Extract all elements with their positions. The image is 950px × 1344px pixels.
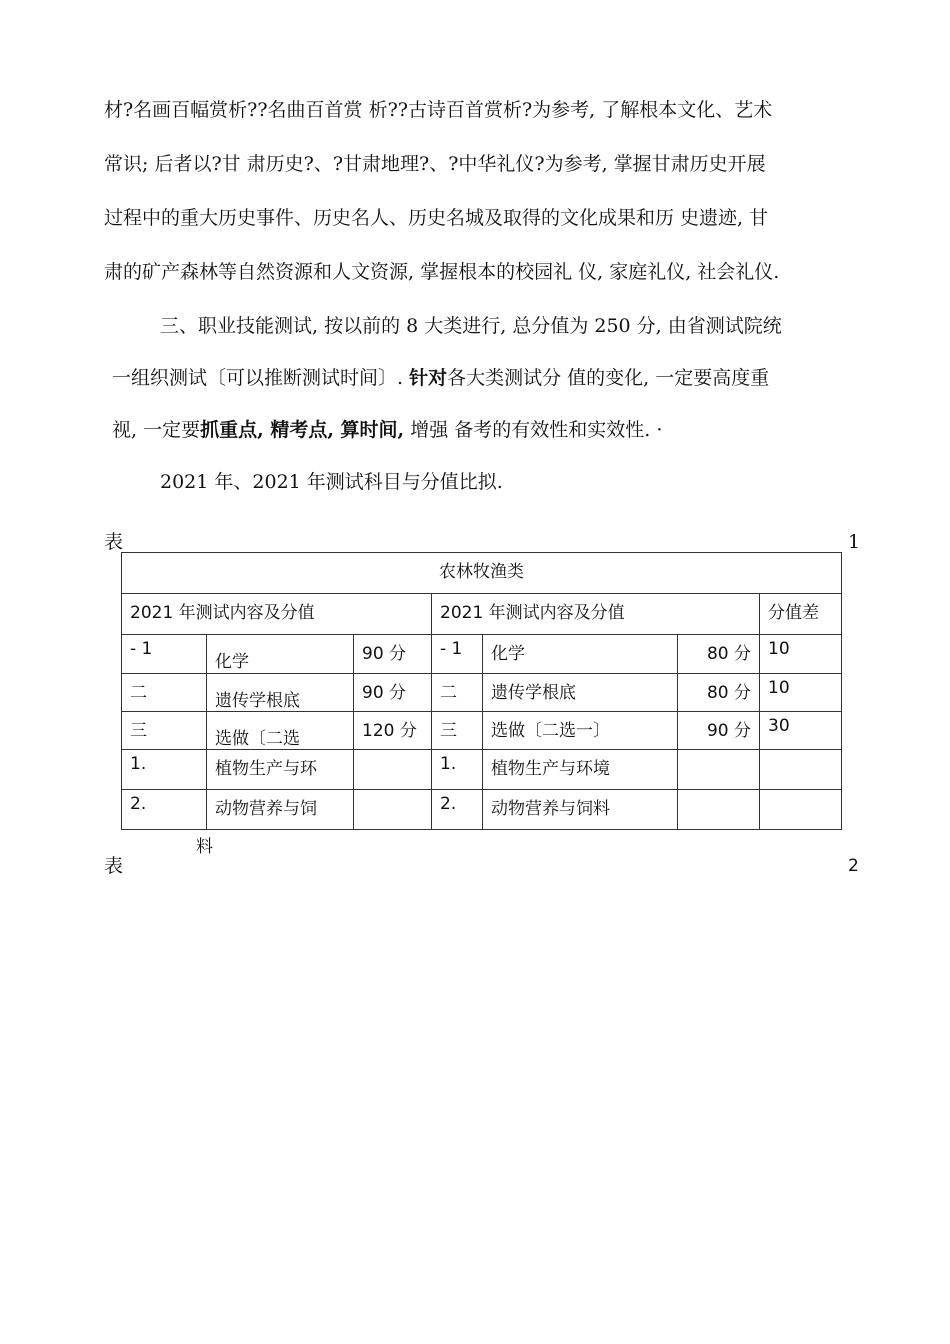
cell: 90 分	[354, 674, 432, 712]
bold-text-run: 抓重点, 精考点, 算时间,	[200, 419, 405, 441]
table-title: 农林牧渔类	[122, 553, 842, 594]
cell	[760, 750, 842, 790]
table-row	[122, 750, 842, 790]
cell: 三	[122, 712, 207, 750]
text-run: 增强 备考的有效性和实效性. ·	[404, 419, 663, 441]
cell: 90 分	[678, 712, 760, 750]
paragraph-line: 肃的矿产森林等自然资源和人文资源, 掌握根本的校园礼 仪, 家庭礼仪, 社会礼仪.	[104, 261, 780, 283]
paragraph-line: 常识; 后者以?甘 肃历史?、?甘肃地理?、?中华礼仪?为参考, 掌握甘肃历史开展	[104, 153, 766, 175]
cell: 选做〔二选一〕	[483, 712, 678, 750]
cell: 1.	[122, 750, 207, 790]
cell: 90 分	[354, 635, 432, 674]
cell: 二	[122, 674, 207, 712]
table-caption-number: 1	[848, 531, 861, 553]
cell: 动物营养与饲	[207, 790, 354, 830]
bold-text-run: 针对	[409, 367, 448, 389]
cell: 2.	[122, 790, 207, 830]
paragraph-line	[112, 418, 662, 442]
cell	[354, 790, 432, 830]
table-title-row	[122, 553, 842, 594]
cell: 2.	[432, 790, 483, 830]
cell	[678, 750, 760, 790]
paragraph-line: 材?名画百幅赏析??名曲百首赏 析??古诗百首赏析?为参考, 了解根本文化、艺术	[104, 99, 773, 121]
cell: 1.	[432, 750, 483, 790]
header-diff: 分值差	[760, 594, 842, 635]
text-run: 各大类测试分 值的变化, 一定要高度重	[447, 367, 770, 389]
paragraph-line: 过程中的重大历史事件、历史名人、历史名城及取得的文化成果和历 史遗迹, 甘	[104, 207, 769, 229]
paragraph-line: 2021 年、2021 年测试科目与分值比拟.	[160, 471, 503, 493]
table-overflow-text: 料	[196, 837, 213, 857]
table-row	[122, 790, 842, 830]
cell: 30	[760, 712, 842, 750]
cell: 10	[760, 635, 842, 674]
cell: 10	[760, 674, 842, 712]
cell: 植物生产与环	[207, 750, 354, 790]
header-left: 2021 年测试内容及分值	[122, 594, 432, 635]
cell: 遗传学根底	[483, 674, 678, 712]
text-run: 一组织测试〔可以推断测试时间〕.	[112, 367, 410, 389]
table-caption-number: 2	[848, 856, 859, 876]
cell: 化学	[483, 635, 678, 674]
table-header-row	[122, 594, 842, 635]
cell: 化学	[207, 635, 354, 674]
cell: 动物营养与饲料	[483, 790, 678, 830]
table-row	[122, 712, 842, 750]
table-row	[122, 674, 842, 712]
paragraph-line: 三、职业技能测试, 按以前的 8 大类进行, 总分值为 250 分, 由省测试院统	[160, 315, 782, 337]
header-right: 2021 年测试内容及分值	[432, 594, 760, 635]
table-caption-left: 表	[104, 531, 124, 553]
score-comparison-table	[121, 552, 842, 830]
table-row	[122, 635, 842, 674]
cell: 120 分	[354, 712, 432, 750]
cell: - 1	[432, 635, 483, 674]
cell: 80 分	[678, 635, 760, 674]
cell: 二	[432, 674, 483, 712]
cell: 选做〔二选	[207, 712, 354, 750]
cell	[760, 790, 842, 830]
paragraph-line	[112, 366, 769, 390]
table-caption-left: 表	[104, 855, 124, 877]
cell: - 1	[122, 635, 207, 674]
cell: 80 分	[678, 674, 760, 712]
text-run: 视, 一定要	[112, 419, 201, 441]
cell	[678, 790, 760, 830]
cell	[354, 750, 432, 790]
cell: 遗传学根底	[207, 674, 354, 712]
cell: 植物生产与环境	[483, 750, 678, 790]
cell: 三	[432, 712, 483, 750]
